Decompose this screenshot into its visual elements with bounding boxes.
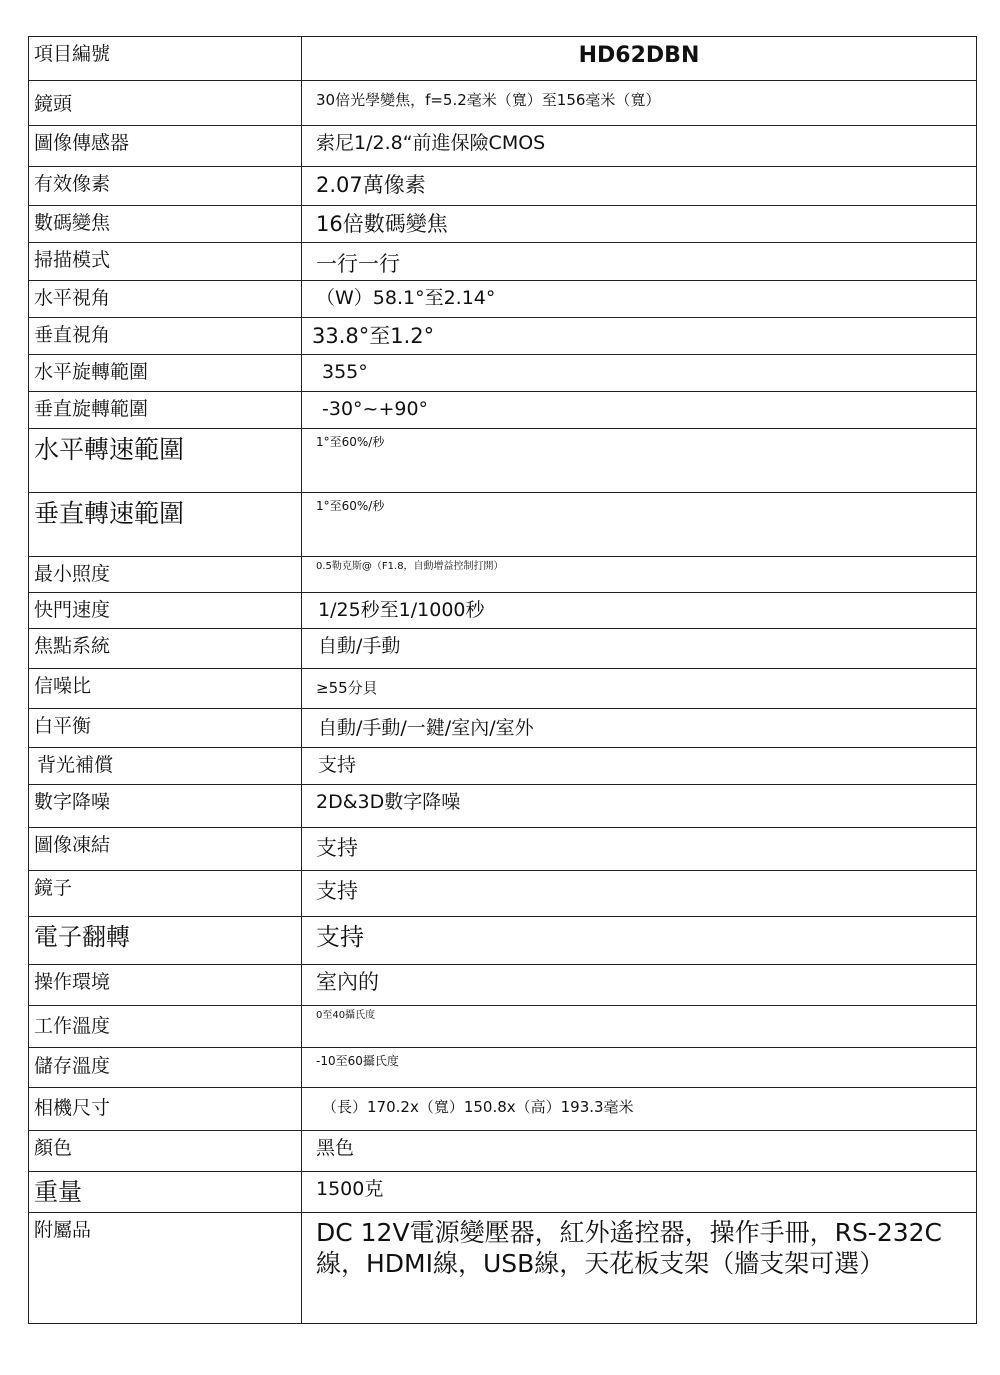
table-row	[29, 917, 977, 965]
row-value: 室內的	[316, 970, 379, 994]
table-row	[29, 243, 977, 281]
row-label: 有效像素	[34, 173, 111, 195]
row-value: （W）58.1°至2.14°	[316, 287, 496, 309]
value-cell	[302, 37, 977, 81]
table-row	[29, 355, 977, 392]
row-label: 鏡頭	[34, 93, 73, 115]
row-label: 垂直旋轉範圍	[34, 398, 149, 420]
row-label: 快門速度	[34, 599, 111, 621]
table-row	[29, 965, 977, 1006]
row-value: 16倍數碼變焦	[316, 212, 448, 236]
row-label: 附屬品	[34, 1219, 92, 1241]
row-value: 黑色	[316, 1137, 355, 1159]
table-row	[29, 629, 977, 669]
row-label: 鏡子	[34, 877, 73, 899]
table-row	[29, 1048, 977, 1088]
row-value: -30°~+90°	[322, 398, 429, 420]
row-value: 33.8°至1.2°	[312, 324, 435, 348]
row-label: 最小照度	[34, 563, 111, 585]
row-value: 0.5勒克斯@（F1.8，自動增益控制打開）	[316, 561, 504, 572]
table-row	[29, 709, 977, 748]
row-label: 相機尺寸	[34, 1097, 111, 1119]
table-row	[29, 669, 977, 709]
row-value: 支持	[316, 879, 358, 903]
table-row	[29, 1006, 977, 1048]
model-number: HD62DBN	[578, 43, 700, 68]
row-label: 操作環境	[34, 971, 111, 993]
row-label: 垂直視角	[34, 324, 111, 346]
row-value: 自動/手動	[318, 635, 401, 657]
row-label: 項目編號	[34, 43, 111, 65]
table-row	[29, 126, 977, 167]
table-row	[29, 1213, 977, 1324]
row-value: 30倍光學變焦，f=5.2毫米（寬）至156毫米（寬）	[316, 91, 661, 109]
row-value: 索尼1/2.8“前進保險CMOS	[316, 132, 546, 154]
row-value: 1500克	[316, 1178, 384, 1200]
row-label: 水平旋轉範圍	[34, 361, 149, 383]
table-row	[29, 748, 977, 785]
row-value: 1°至60%/秒	[316, 435, 385, 449]
table-row	[29, 1088, 977, 1131]
table-row	[29, 557, 977, 593]
table-row	[29, 318, 977, 355]
row-label: 數字降噪	[34, 791, 111, 813]
row-value: 2.07萬像素	[316, 173, 426, 197]
row-value: 支持	[316, 923, 364, 951]
accessories-value: DC 12V電源變壓器，紅外遙控器，操作手冊，RS-232C線，HDMI線，USB線，天花板支架（牆支架可選）	[316, 1218, 943, 1279]
table-row	[29, 281, 977, 318]
table-row	[29, 785, 977, 828]
row-value: 355°	[322, 361, 368, 383]
row-value: 支持	[316, 836, 358, 860]
row-value: 1/25秒至1/1000秒	[318, 599, 485, 621]
table-row	[29, 828, 977, 871]
row-value: 支持	[318, 754, 357, 776]
row-label: 圖像凍結	[34, 834, 111, 856]
row-label: 白平衡	[34, 715, 92, 737]
row-label: 儲存溫度	[34, 1055, 111, 1077]
spec-table	[28, 36, 977, 1324]
table-row	[29, 593, 977, 629]
row-value: 自動/手動/一鍵/室內/室外	[318, 717, 534, 739]
row-value: ≥55分貝	[316, 679, 378, 697]
row-label: 顏色	[34, 1137, 73, 1159]
row-label: 工作溫度	[34, 1015, 111, 1037]
table-row	[29, 392, 977, 429]
row-label: 水平視角	[34, 287, 111, 309]
row-value: 0至40攝氏度	[316, 1010, 376, 1021]
table-row	[29, 81, 977, 126]
row-label: 掃描模式	[34, 249, 111, 271]
table-row	[29, 1172, 977, 1213]
row-value: （長）170.2x（寬）150.8x（高）193.3毫米	[322, 1098, 634, 1116]
row-label: 焦點系統	[34, 635, 111, 657]
row-value: -10至60攝氏度	[316, 1054, 399, 1068]
row-label: 圖像傳感器	[34, 132, 130, 154]
row-label: 重量	[34, 1178, 82, 1206]
row-label: 數碼變焦	[34, 212, 111, 234]
table-row	[29, 493, 977, 557]
label-cell	[29, 37, 302, 81]
table-row	[29, 1131, 977, 1172]
row-label: 信噪比	[34, 675, 92, 697]
row-label: 背光補償	[37, 754, 114, 776]
table-row-header	[29, 37, 977, 81]
table-row	[29, 206, 977, 243]
row-value: 一行一行	[316, 252, 400, 276]
table-row	[29, 429, 977, 493]
row-label: 水平轉速範圍	[34, 435, 185, 464]
table-row	[29, 871, 977, 917]
row-label: 電子翻轉	[34, 923, 130, 951]
row-label: 垂直轉速範圍	[34, 499, 185, 528]
row-value: 1°至60%/秒	[316, 499, 385, 513]
table-row	[29, 167, 977, 206]
row-value: 2D&3D數字降噪	[316, 791, 461, 813]
